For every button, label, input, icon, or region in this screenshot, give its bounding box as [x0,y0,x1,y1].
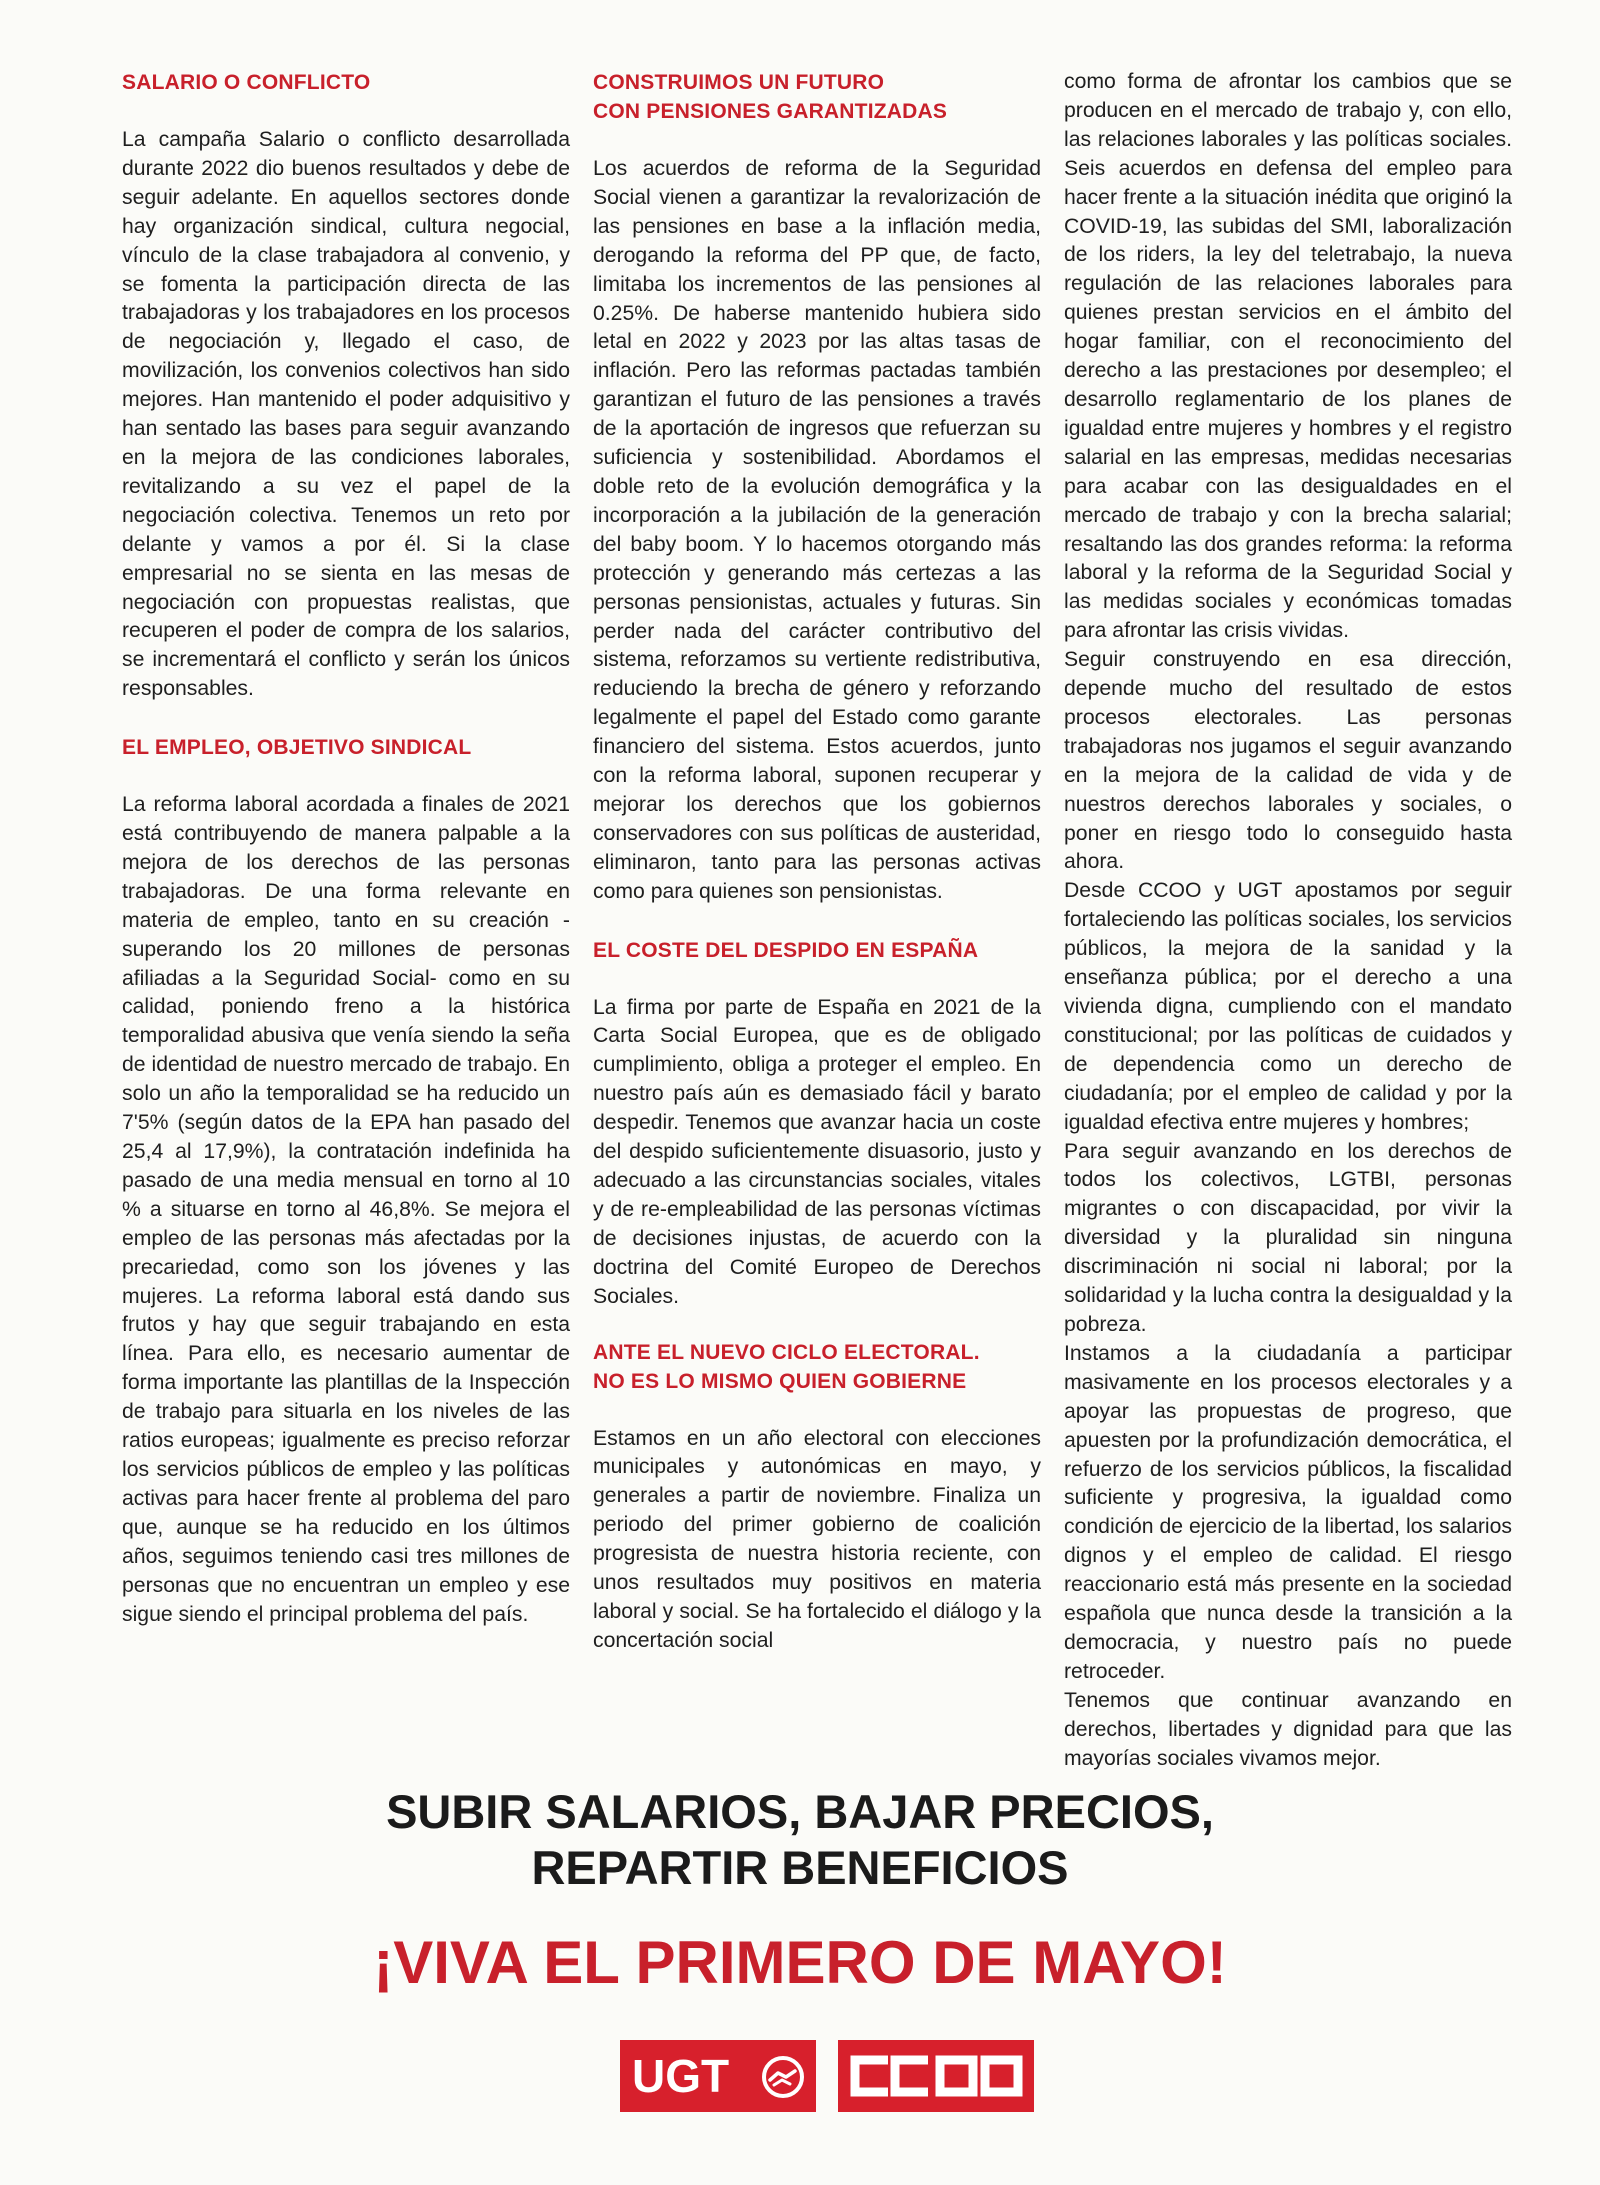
cheer-headline: ¡VIVA EL PRIMERO DE MAYO! [373,1929,1227,1996]
paragraph: como forma de afrontar los cambios que se producen en el mercado de trabajo y, con ello, las relaciones laborales y las políticas sociales. Seis acuerdos en defensa del empleo para hacer frente a la situación inédita que originó la COVID-19, las subidas del SMI, laboralización de los riders, la ley del teletrabajo, la nueva regulación de las relaciones laborales para quienes prestan servicios en el ámbito del hogar familiar, con el reconocimiento del derecho a las prestaciones por desempleo; el desarrollo reglamentario de los planes de igualdad entre mujeres y hombres y el registro salarial en las empresas, medidas necesarias para acabar con las desigualdades en el mercado de trabajo y con la brecha salarial; resaltando las dos grandes reforma: la reforma laboral y la reforma de la Seguridad Social y las medidas sociales y económicas tomadas para afrontar las crisis vividas. [1064,70,1512,643]
ccoo-logo-graphic [838,2040,1034,2112]
section-heading-pensiones [593,68,1041,126]
handshake-icon [764,2058,802,2096]
heading-line: ANTE EL NUEVO CICLO ELECTORAL. [593,1340,980,1364]
section-heading-despido: EL COSTE DEL DESPIDO EN ESPAÑA [593,938,979,962]
section-heading-empleo: EL EMPLEO, OBJETIVO SINDICAL [122,736,472,760]
paragraph: Seguir construyendo en esa dirección, depende mucho del resultado de estos procesos electorales. Las personas trabajadoras nos jugamos el seguir avanzando en la mejora de la calidad de vida y de nuestros derechos laborales y sociales, o poner en riesgo todo lo conseguido hasta ahora. [1064,648,1512,874]
ugt-logo-text: UGT [632,2050,730,2102]
section-heading-electoral [593,1338,1041,1396]
ccoo-logo-text: CCOO [934,2108,938,2109]
heading-line: CONSTRUIMOS UN FUTURO [593,71,885,94]
paragraph: Para seguir avanzando en los derechos de todos los colectivos, LGTBI, personas migrantes o con discapacidad, por vivir la diversidad y la pluralidad sin ninguna discriminación ni social ni laboral; por la solidaridad y la lucha contra la desigualdad y la pobreza. [1064,1139,1512,1336]
paragraph: Estamos en un año electoral con elecciones municipales y autonómicas en mayo, y generales a partir de noviembre. Finaliza un periodo del primer gobierno de coalición progresista de nuestra historia reciente, con unos resultados muy positivos en materia laboral y social. Se ha fortalecido el diálogo y la concertación social [593,1426,1041,1652]
ugt-logo-graphic [620,2040,816,2112]
column-left [122,68,570,1738]
slogan-line-2: REPARTIR BENEFICIOS [531,1841,1069,1894]
paragraph: La firma por parte de España en 2021 de la Carta Social Europea, que es de obligado cumplimiento, obliga a proteger el empleo. En nuestro país aún es demasiado fácil y barato despedir. Tenemos que avanzar hacia un coste del despido suficientemente disuasorio, justo y adecuado a las circunstancias sociales, vitales y de re-empleabilidad de las personas víctimas de decisiones injustas, de acuerdo con la doctrina del Comité Europeo de Derechos Sociales. [593,995,1041,1308]
column-middle [593,68,1041,1738]
paragraph: Instamos a la ciudadanía a participar masivamente en los procesos electorales y a apoyar las propuestas de progreso, que apuesten por la profundización democrática, el refuerzo de los servicios públicos, la fiscalidad suficiente y progresiva, la igualdad como condición de ejercicio de la libertad, los salarios dignos y el empleo de calidad. El riesgo reaccionario está más presente en la sociedad española que nunca desde la transición a la democracia, y nuestro país no puede retroceder. [1064,1341,1512,1683]
paragraph: Desde CCOO y UGT apostamos por seguir fortaleciendo las políticas sociales, los servicios públicos, la mejora de la sanidad y la enseñanza pública; por el derecho a una vivienda digna, cumpliendo con el mandato constitucional; por las políticas de cuidados y de dependencia como un derecho de ciudadanía; por el empleo de calidad y por la igualdad efectiva entre mujeres y hombres; [1064,879,1512,1134]
column-right [1064,68,1512,1770]
paragraph: La campaña Salario o conflicto desarrollada durante 2022 dio buenos resultados y debe de seguir adelante. En aquellos sectores donde hay organización sindical, cultura negocial, vínculo de la clase trabajadora al convenio, y se fomenta la participación directa de las trabajadoras y los trabajadores en los procesos de negociación y, llegado el caso, de movilización, los convenios colectivos han sido mejores. Han mantenido el poder adquisitivo y han sentado las bases para seguir avanzando en la mejora de las condiciones laborales, revitalizando a su vez el papel de la negociación colectiva. Tenemos un reto por delante y vamos a por él. Si la clase empresarial no se sienta en las mesas de negociación con propuestas realistas, que recuperen el poder de compra de los salarios, se incrementará el conflicto y serán los únicos responsables. [122,128,570,701]
ccoo-logo [838,2040,1034,2112]
paragraph: La reforma laboral acordada a finales de 2021 está contribuyendo de manera palpable a la mejora de los derechos de las personas trabajadoras. De una forma relevante en materia de empleo, tanto en su creación -superando los 20 millones de personas afiliadas a la Seguridad Social- como en su calidad, poniendo freno a la histórica temporalidad abusiva que venía siendo la seña de identidad de nuestro mercado de trabajo. En solo un año la temporalidad se ha reducido un 7'5% (según datos de la EPA han pasado del 25,4 al 17,9%), la contratación indefinida ha pasado de una media mensual en torno al 10 % a situarse en torno al 46,8%. Se mejora el empleo de las personas más afectadas por la precariedad, como son los jóvenes y las mujeres. La reforma laboral está dando sus frutos y hay que seguir trabajando en esta línea. Para ello, es necesario aumentar de forma importante las plantillas de la Inspección de trabajo para situarla en los niveles de las ratios europeas; igualmente es preciso reforzar los servicios públicos de empleo y las políticas activas para hacer frente al problema del paro que, aunque se ha reducido en los últimos años, seguimos teniendo casi tres millones de personas que no encuentran un empleo y ese sigue siendo el principal problema del país. [122,793,570,1626]
heading-line: NO ES LO MISMO QUIEN GOBIERNE [593,1369,967,1393]
article-columns [122,68,1512,1770]
paragraph: Tenemos que continuar avanzando en derechos, libertades y dignidad para que las mayorías sociales vivamos mejor. [1064,1688,1512,1770]
union-logos [620,2040,1040,2112]
ccoo-letterforms [855,2060,1018,2092]
heading-line: CON PENSIONES GARANTIZADAS [593,100,948,123]
paragraph: Los acuerdos de reforma de la Seguridad Social vienen a garantizar la revalorización de las pensiones en base a la inflación media, derogando la reforma del PP que, de facto, limitaba los incrementos de las pensiones al 0.25%. De haberse mantenido hubiera sido letal en 2022 y 2023 por las altas tasas de inflación. Pero las reformas pactadas también garantizan el futuro de las pensiones a través de la aportación de ingresos que refuerzan su suficiencia y sostenibilidad. Abordamos el doble reto de la evolución demográfica y la incorporación a la jubilación de la generación del baby boom. Y lo hacemos otorgando más protección y generando más certezas a las personas pensionistas, actuales y futuras. Sin perder nada del carácter contributivo del sistema, reforzamos su vertiente redistributiva, reduciendo la brecha de género y reforzando legalmente el papel del Estado como garante financiero del sistema. Estos acuerdos, junto con la reforma laboral, suponen recuperar y mejorar los derechos que los gobiernos conservadores con sus políticas de austeridad, eliminaron, tanto para las personas activas como para quienes son pensionistas. [593,157,1041,903]
slogan-line-1: SUBIR SALARIOS, BAJAR PRECIOS, [386,1785,1214,1838]
ugt-logo [620,2040,816,2112]
section-heading-salario: SALARIO O CONFLICTO [122,71,371,94]
